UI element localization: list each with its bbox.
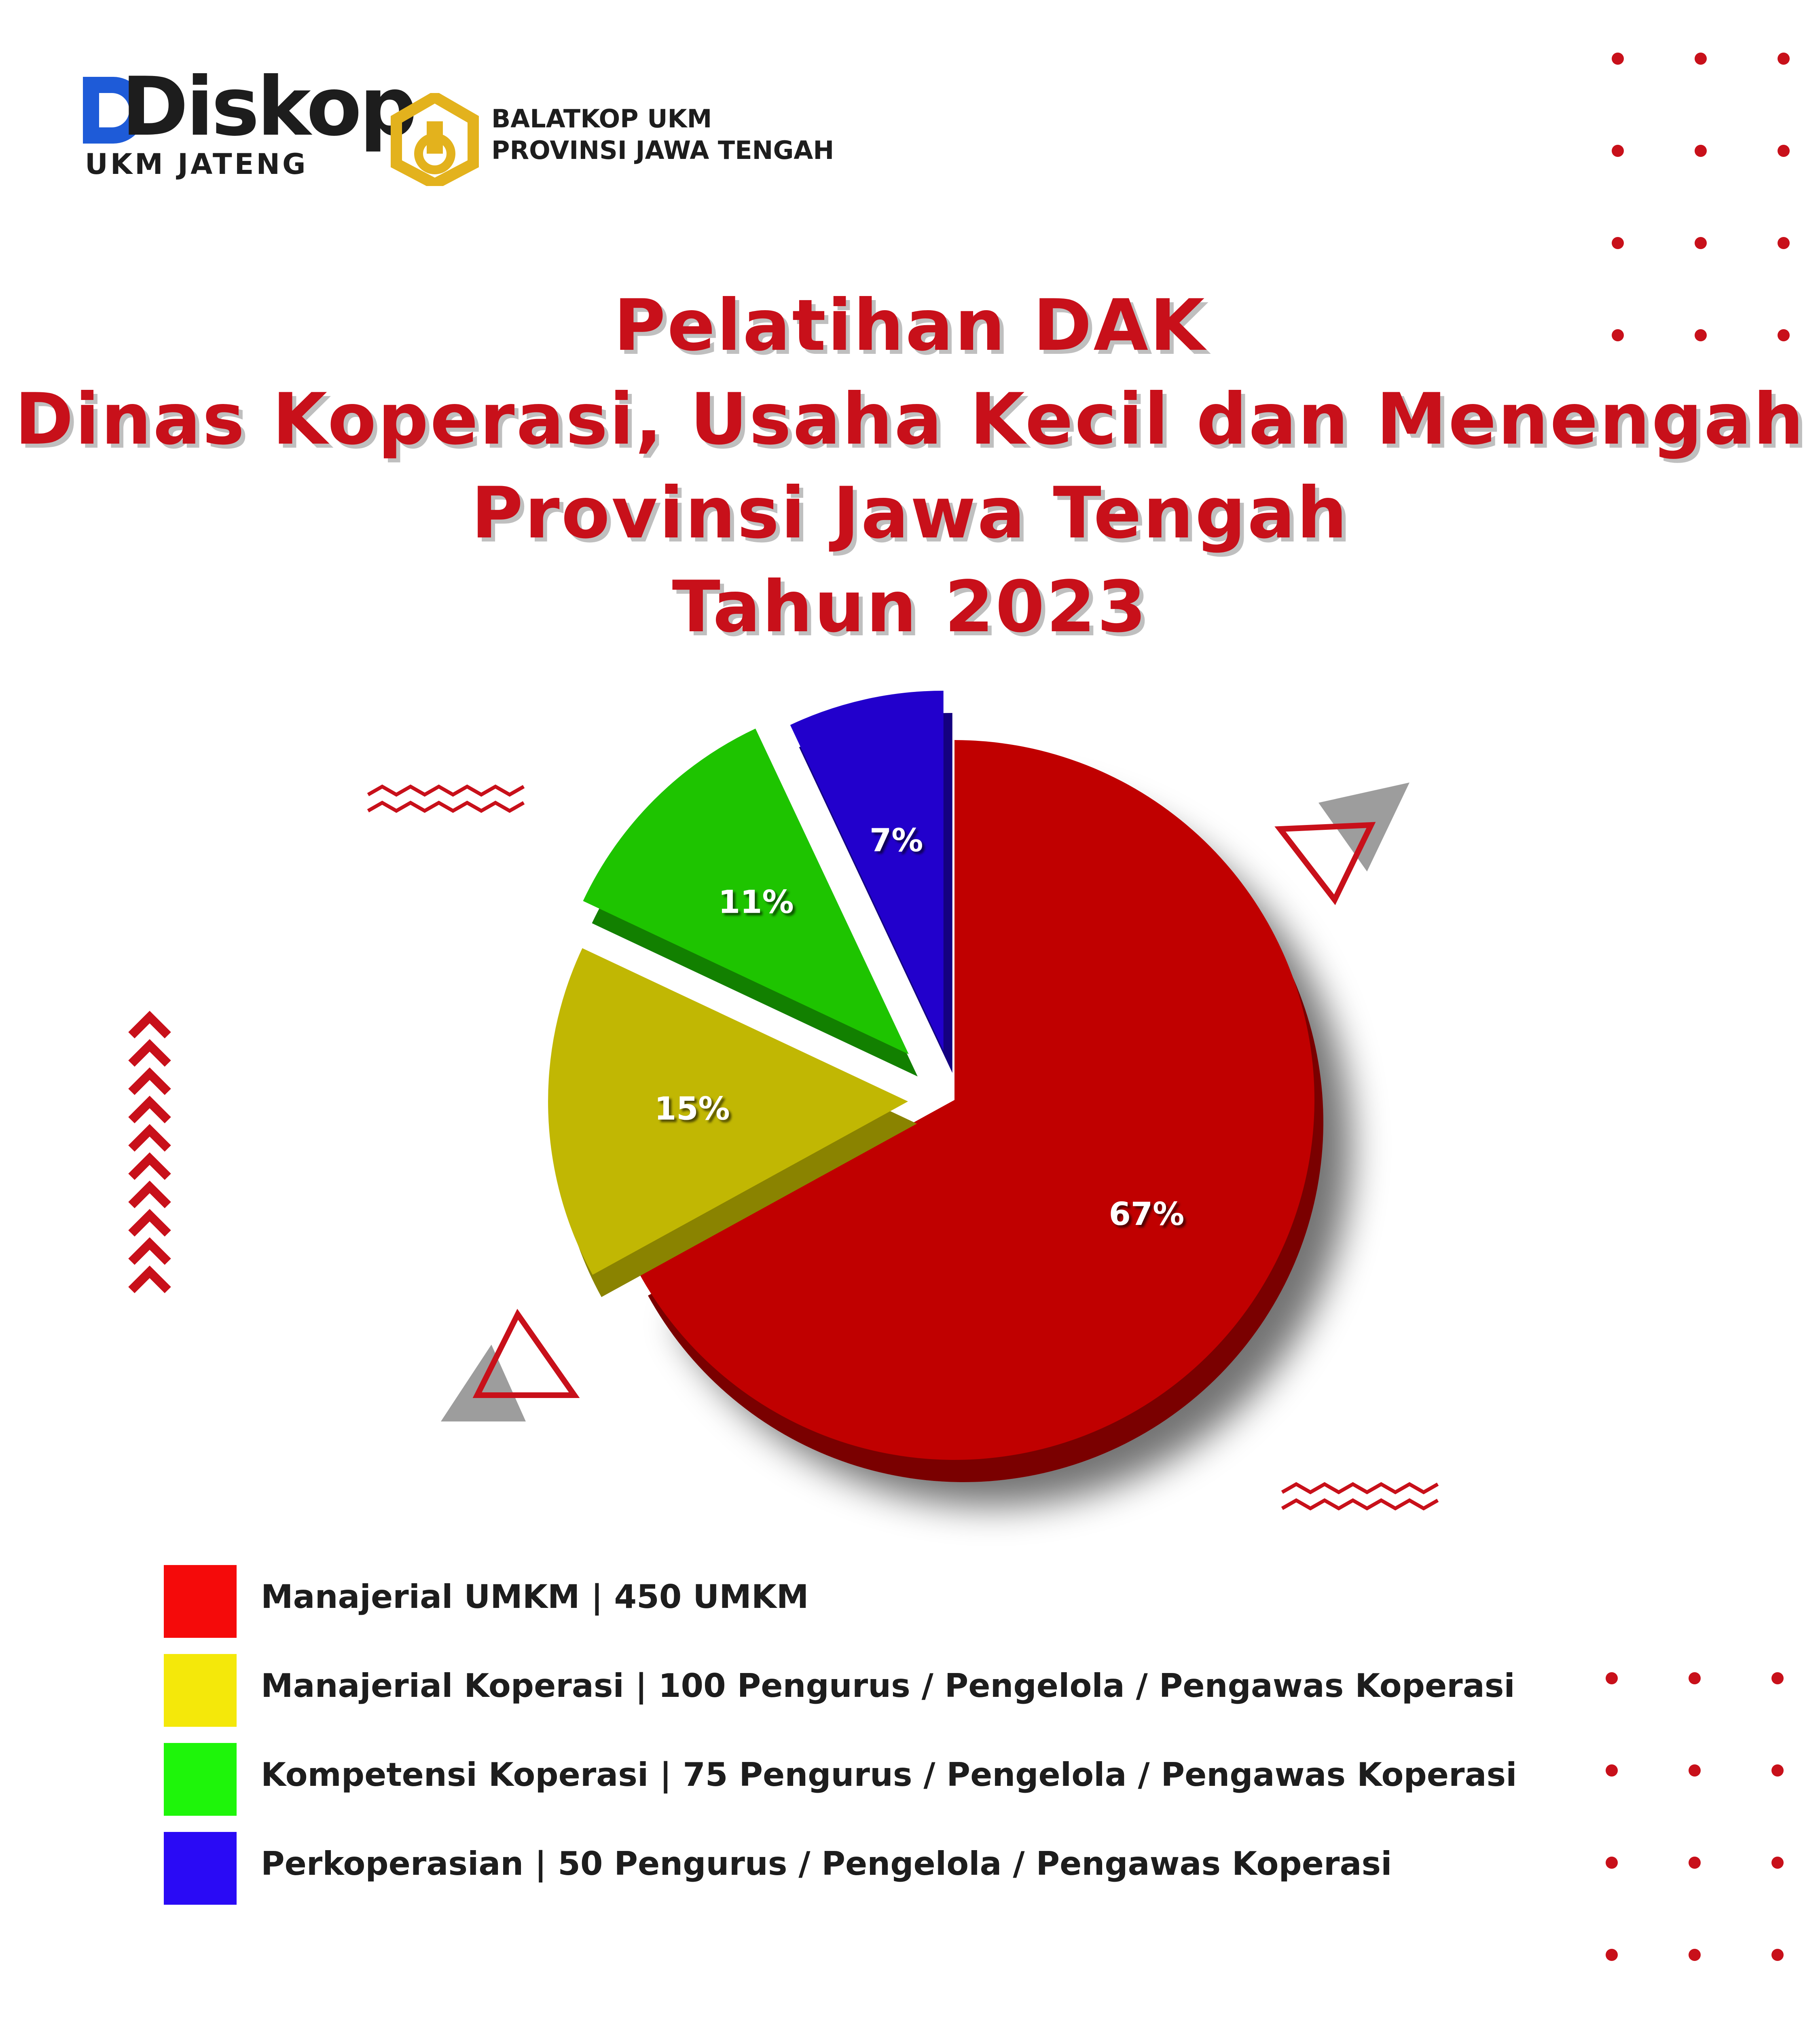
decor-triangle-bottom <box>441 1314 574 1421</box>
title-line-3: Provinsi Jawa Tengah <box>471 472 1349 554</box>
pie-data-label: 7% <box>870 822 923 859</box>
decor-chevrons <box>131 1017 168 1290</box>
pie-data-label: 11% <box>718 884 794 921</box>
legend-item-manajerial-koperasi <box>164 1654 1620 1743</box>
legend-label: Kompetensi Koperasi | 75 Pengurus / Pengelola / Pengawas Koperasi <box>261 1756 1517 1794</box>
decor-triangle-top <box>1280 783 1409 900</box>
balatkop-line-2: PROVINSI JAWA TENGAH <box>491 135 834 165</box>
legend-swatch-green <box>164 1743 237 1816</box>
decor-zigzag-bottom <box>1282 1484 1438 1508</box>
title-line-1: Pelatihan DAK <box>614 285 1206 367</box>
pie-data-label: 15% <box>654 1091 730 1127</box>
title-line-4: Tahun 2023 <box>672 566 1148 648</box>
decor-zigzag-top <box>368 787 524 811</box>
pie-group <box>548 691 1323 1482</box>
legend-label: Perkoperasian | 50 Pengurus / Pengelola / Pengawas Koperasi <box>261 1845 1392 1882</box>
legend-swatch-blue <box>164 1832 237 1905</box>
legend <box>164 1565 1620 1921</box>
diskop-logo-subtitle: UKM JATENG <box>85 148 308 181</box>
pie-data-label: 67% <box>1109 1196 1185 1233</box>
legend-label: Manajerial UMKM | 450 UMKM <box>261 1578 809 1616</box>
legend-item-kompetensi-koperasi <box>164 1743 1620 1832</box>
legend-item-perkoperasian <box>164 1832 1620 1921</box>
title-line-2: Dinas Koperasi, Usaha Kecil dan Menengah <box>15 379 1805 461</box>
balatkop-line-1: BALATKOP UKM <box>491 104 712 133</box>
diskop-logo-text: Diskop <box>121 60 415 154</box>
legend-label: Manajerial Koperasi | 100 Pengurus / Pengelola / Pengawas Koperasi <box>261 1667 1515 1705</box>
legend-swatch-yellow <box>164 1654 237 1727</box>
legend-item-manajerial-umkm <box>164 1565 1620 1654</box>
legend-swatch-red <box>164 1565 237 1638</box>
